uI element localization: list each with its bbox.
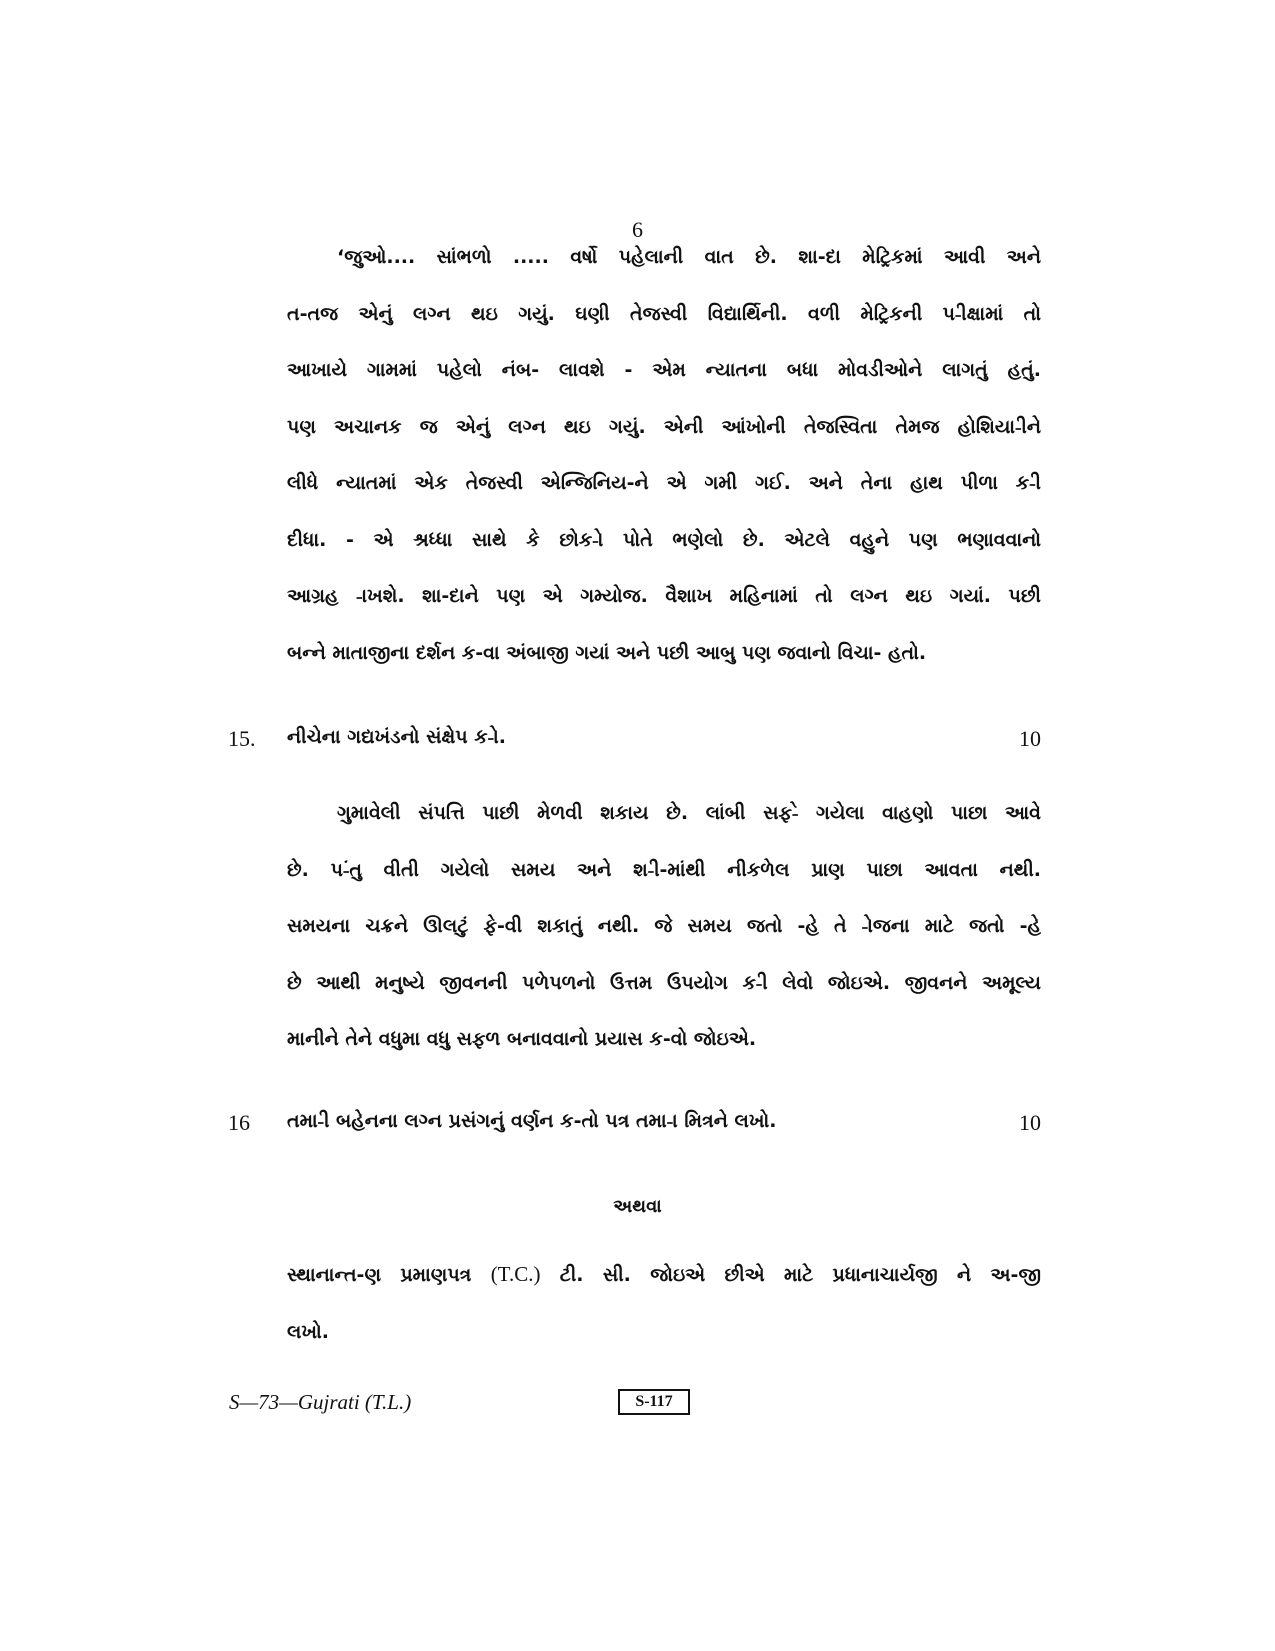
or-heading: અથવા bbox=[613, 1196, 662, 1217]
question-text: તમા-ી બહેનના લગ્ન પ્રસંગનું વર્ણન ક-તો પત્ર તમા-ા મિત્રને લખો. bbox=[287, 1110, 777, 1132]
passage-2-line: ગુમાવેલી સંપત્તિ પાછી મેળવી શકાય છે. લાંબી સફ-ે ગયેલા વાહણો પાછા આવે bbox=[337, 802, 1041, 824]
alternate-line-2: લખો. bbox=[287, 1320, 329, 1343]
passage-2-line: સમયના ચક્રને ઊલટું ફે-વી શકાતું નથી. જે સમય જતો -હે તે -ોજના માટે જતો -હે bbox=[287, 915, 1041, 937]
paper-code: S—73—Gujrati (T.L.) bbox=[229, 1390, 412, 1414]
passage-2-line: માનીને તેને વધુમા વધુ સફળ બનાવવાનો પ્રયાસ ક-વો જોઇએ. bbox=[287, 1028, 757, 1050]
passage-1-line: બન્ને માતાજીના દર્શન ક-વા અંબાજી ગયાં અને પછી આબુ પણ જવાનો વિચા- હતો. bbox=[287, 641, 927, 664]
passage-1-line: દીધા. - એ શ્રધ્ધા સાથે કે છોક-ો પોતે ભણેલો છે. એટલે વહુને પણ ભણાવવાનો bbox=[287, 528, 1041, 551]
passage-1-line: લીધે ન્યાતમાં એક તેજસ્વી એન્જિનિય-ને એ ગમી ગઈ. અને તેના હાથ પીળા ક-ી bbox=[287, 472, 1041, 494]
question-number: 15. bbox=[228, 726, 256, 751]
question-marks: 10 bbox=[1019, 1110, 1041, 1135]
passage-2-line: છે. પ-ંતુ વીતી ગયેલો સમય અને શ-ી-માંથી નીકળેલ પ્રાણ પાછા આવતા નથી. bbox=[287, 858, 1041, 881]
page-number: 6 bbox=[632, 217, 643, 242]
passage-1-line: આગ્રહ -ાખશે. શા-દાને પણ એ ગમ્યોજ. વૈશાખ મહિનામાં તો લગ્ન થઇ ગયાં. પછી bbox=[287, 585, 1041, 607]
question-16 bbox=[228, 1110, 1041, 1150]
passage-1-line: આખાયે ગામમાં પહેલો નંબ- લાવશે - એમ ન્યાતના બધા મોવડીઓને લાગતું હતું. bbox=[287, 359, 1041, 381]
passage-1-line: ત-તજ એનું લગ્ન થઇ ગયું. ઘણી તેજસ્વી વિદ્યાર્થિની. વળી મેટ્રિકની પ-ીક્ષામાં તો bbox=[287, 302, 1041, 325]
passage-1-line: પણ અચાનક જ એનું લગ્ન થઇ ગયું. એની આંખોની તેજસ્વિતા તેમજ હોશિયા-ીને bbox=[287, 415, 1041, 438]
passage-1-line: ‘જુઓ.... સાંભળો ..... વર્ષો પહેલાની વાત છે. શા-દા મેટ્રિકમાં આવી અને bbox=[337, 246, 1041, 268]
question-number: 16 bbox=[228, 1110, 250, 1135]
sheet-code-box: S-117 bbox=[618, 1389, 690, 1415]
alternate-text-b: ટી. સી. જોઇએ છીએ માટે પ્રધાનાચાર્યજી ને અ-જી bbox=[559, 1264, 1041, 1286]
alternate-line-1 bbox=[287, 1246, 1041, 1304]
tc-abbreviation: (T.C.) bbox=[490, 1262, 541, 1286]
passage-1 bbox=[287, 229, 1041, 681]
passage-2 bbox=[287, 785, 1041, 1068]
alternate-text-a: સ્થાનાન્ત-ણ પ્રમાણપત્ર bbox=[287, 1264, 472, 1286]
passage-2-line: છે આથી મનુષ્યે જીવનની પળેપળનો ઉત્તમ ઉપયોગ ક-ી લેવો જોઇએ. જીવનને અમૂલ્ય bbox=[287, 971, 1041, 994]
question-15 bbox=[228, 726, 1041, 766]
alternate-question bbox=[287, 1246, 1041, 1360]
question-text: નીચેના ગદ્યખંડનો સંક્ષેપ ક-ો. bbox=[287, 726, 506, 748]
question-marks: 10 bbox=[1019, 726, 1041, 751]
